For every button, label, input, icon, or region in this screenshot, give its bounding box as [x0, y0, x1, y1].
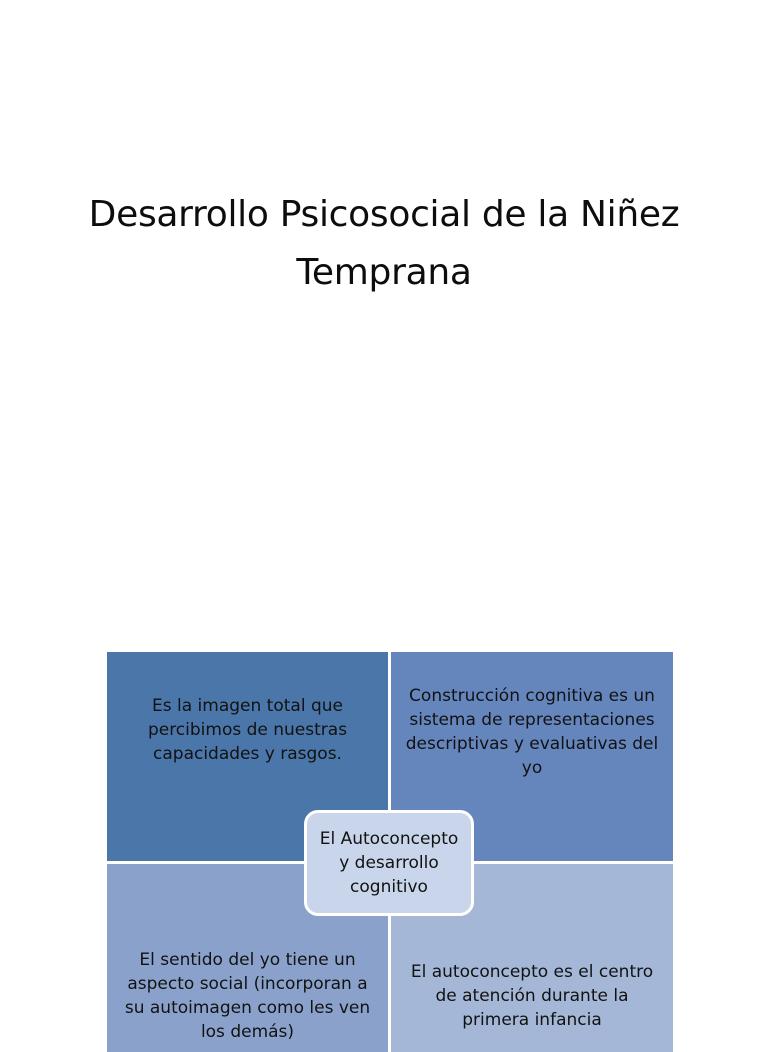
quadrant-top-right-text: Construcción cognitiva es un sistema de representaciones descriptivas y evaluativas del yo — [405, 686, 659, 778]
quadrant-bottom-left-text: El sentido del yo tiene un aspecto social (incorporan a su autoimagen como les ven los demás) — [124, 950, 371, 1042]
quadrant-top-left-text: Es la imagen total que percibimos de nuestras capacidades y rasgos. — [147, 696, 348, 764]
slide-title: Desarrollo Psicosocial de la Niñez Temprana — [88, 194, 680, 293]
center-node — [304, 810, 474, 916]
quadrant-bottom-right-text: El autoconcepto es el centro de atención durante la primera infancia — [410, 962, 654, 1030]
center-node-text: El Autoconcepto y desarrollo cognitivo — [319, 829, 459, 897]
